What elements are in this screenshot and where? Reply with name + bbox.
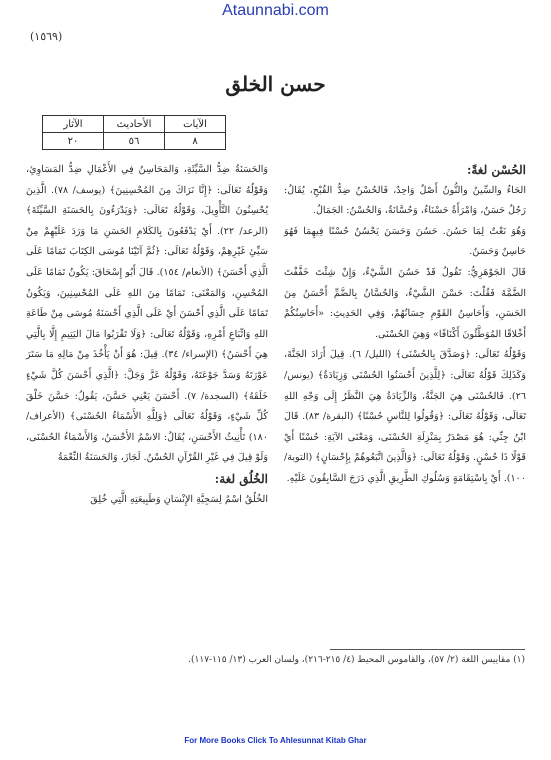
right-column bbox=[284, 160, 526, 490]
paragraph: وَالحَسَنَةُ ضِدُّ السَّيِّئَةِ، وَالمَحَاسِنُ فِي الأَعْمَالِ ضِدُّ المَسَاوِئِ، وَقَوْلُهُ تَعَالَى: ﴿إِنَّا نَرَاكَ مِنَ المُحْسِنِينَ﴾ (يوسف/ ٧٨). الَّذِينَ يُحْسِنُونَ التَّأْوِيلَ، وَقَوْلُهُ تَعَالَى: ﴿وَيَدْرَءُونَ بِالحَسَنَةِ السَّيِّئَةَ﴾ (الرعد/ ٢٢). أَيْ يَدْفَعُونَ بِالكَلامِ الحَسَنِ مَا وَرَدَ عَلَيْهِمْ مِنْ سَيِّئِ غَيْرِهِمْ، وَقَوْلُهُ تَعَالَى: ﴿ثُمَّ آتَيْنَا مُوسَى الكِتَابَ تَمَامًا عَلَى الَّذِي أَحْسَنَ﴾ (الأنعام/ ١٥٤). قَالَ أَبُو إِسْحَاقَ: يَكُونُ تَمَامًا عَلَى المُحْسِنِ، وَالمَعْنَى: تَمَامًا مِنَ اللهِ عَلَى المُحْسِنِينَ، وَيَكُونُ تَمَامًا عَلَى الَّذِي أَحْسَنَ أَيْ عَلَى الَّذِي أَحْسَنَهُ مُوسَى مِنْ طَاعَةِ اللهِ وَاتِّبَاعِ أَمْرِهِ، وَقَوْلُهُ تَعَالَى: ﴿وَلَا تَقْرَبُوا مَالَ اليَتِيمِ إِلَّا بِالَّتِي هِيَ أَحْسَنُ﴾ (الإسراء/ ٣٤). قِيلَ: هُوَ أَنْ يَأْخُذَ مِنْ مَالِهِ مَا سَتَرَ عَوْرَتَهُ وَسَدَّ جَوْعَتَهُ، وَقَوْلُهُ عَزَّ وَجَلَّ: ﴿الَّذِي أَحْسَنَ كُلَّ شَيْءٍ خَلَقَهُ﴾ (السجدة/ ٧). أَحْسَنَ يَعْنِي حَسَّنَ، يَقُولُ: حَسَّنَ خَلْقَ كُلِّ شَيْءٍ، وَقَوْلُهُ تَعَالَى ﴿وَلِلَّهِ الأَسْمَاءُ الحُسْنَى﴾ (الأعراف/ ١٨٠) تَأْنِيثُ الأَحْسَنِ، يُقَالُ: الاسْمُ الأَحْسَنُ، وَالأَسْمَاءُ الحُسْنَى، وَلَوْ قِيلَ فِي غَيْرِ القُرْآنِ الحُسْنُ. لَجَازَ، وَالحَسَنَةُ النِّعْمَةُ bbox=[26, 164, 268, 464]
paragraph: الخُلُقُ اسْمٌ لِسَجِيَّةِ الإِنْسَانِ وَطَبِيعَتِهِ الَّتِي خُلِقَ bbox=[90, 493, 268, 505]
left-column bbox=[26, 160, 268, 510]
page-number: (١٥٦٩) bbox=[30, 30, 63, 43]
stats-header-hadiths: الأحاديث bbox=[104, 116, 165, 133]
paragraph: وَهُوَ نَعْتٌ لِمَا حَسُنَ. حَسُنَ وَحَسَنَ يَحْسُنُ حُسْنًا فِيهِمَا فَهُوَ حَاسِنٌ وَحَسَنٌ. bbox=[284, 225, 526, 258]
footnote: (١) مقاييس اللغة (٢/ ٥٧)، والقاموس المحيط (٤/ ٢١٥-٢١٦)، ولسان العرب (١٣/ ١١٥-١١٧). bbox=[188, 655, 525, 665]
section-heading-husn: الحُسْن لغةً: bbox=[466, 163, 526, 177]
stats-value-verses: ٨ bbox=[165, 133, 226, 150]
stats-value-row bbox=[43, 133, 226, 150]
footnote-divider bbox=[330, 649, 525, 650]
paragraph: قَالَ الجَوْهَرِيُّ: تَقُولُ قَدْ حَسُنَ الشَّيْءُ، وَإِنْ شِئْتَ خَفَّفْتَ الضَّمَّةَ فَقُلْتَ: حَسْنَ الشَّيْءُ، وَالحُسَّانُ بِالضَّمِّ أَحْسَنُ مِنَ الحَسَنِ، وَأَحَاسِنُ القَوْمِ حِسَانُهُمْ، وَفِي الحَدِيثِ: «أَحَاسِنُكُمْ أَخْلاقًا المُوَطَّئُونَ أَكْنَافًا» وَهِيَ الحُسْنَى. bbox=[284, 266, 526, 340]
stats-header-athar: الآثار bbox=[43, 116, 104, 133]
stats-value-hadiths: ٥٦ bbox=[104, 133, 165, 150]
stats-header-verses: الآيات bbox=[165, 116, 226, 133]
footer-link[interactable]: For More Books Click To Ahlesunnat Kitab Ghar bbox=[184, 736, 367, 745]
paragraph: الحَاءُ والسِّينُ والنُّونُ أَصْلٌ وَاحِدٌ، فَالحُسْنُ ضِدُّ القُبْحِ، يُقَالُ: رَجُلٌ حَسَنٌ، وَامْرَأَةٌ حَسْنَاءُ، وَحُسَّانَةٌ، وَالحُسْنُ: الجَمَالُ. bbox=[284, 184, 526, 217]
stats-header-row bbox=[43, 116, 226, 133]
page-title: حسن الخلق bbox=[225, 72, 326, 96]
section-heading-khuluq: الخُلُق لغة: bbox=[214, 471, 268, 486]
paragraph: وَقَوْلُهُ تَعَالَى: ﴿وَصَدَّقَ بِالحُسْنَى﴾ (الليل/ ٦). قِيلَ أَرَادَ الجَنَّةَ، وَكَذَلِكَ قَوْلُهُ تَعَالَى: ﴿لِلَّذِينَ أَحْسَنُوا الحُسْنَى وَزِيَادَةٌ﴾ (يونس/ ٢٦). فَالحُسْنَى هِيَ الجَنَّةُ، وَالزِّيَادَةُ هِيَ النَّظَرُ إِلَى وَجْهِ اللهِ تَعَالَى، وَقَوْلُهُ تَعَالَى: ﴿وَقُولُوا لِلنَّاسِ حُسْنًا﴾ (البقرة/ ٨٣). قَالَ ابْنُ جِنِّي: هُوَ مَصْدَرٌ بِمَنْزِلَةِ الحُسْنَى، وَمَعْنَى الآيَةِ: حُسْنًا أَيْ قَوْلًا ذَا حُسْنٍ. وَقَوْلُهُ تَعَالَى: ﴿وَالَّذِينَ اتَّبَعُوهُمْ بِإِحْسَانٍ﴾ (التوبة/ ١٠٠). أَيْ بِاسْتِقَامَةٍ وَسُلُوكِ الطَّرِيقِ الَّذِي دَرَجَ السَّابِقُونَ عَلَيْهِ. bbox=[284, 349, 526, 484]
site-watermark: Ataunnabi.com bbox=[222, 2, 329, 19]
stats-value-athar: ٢٠ bbox=[43, 133, 104, 150]
stats-table bbox=[42, 115, 226, 150]
